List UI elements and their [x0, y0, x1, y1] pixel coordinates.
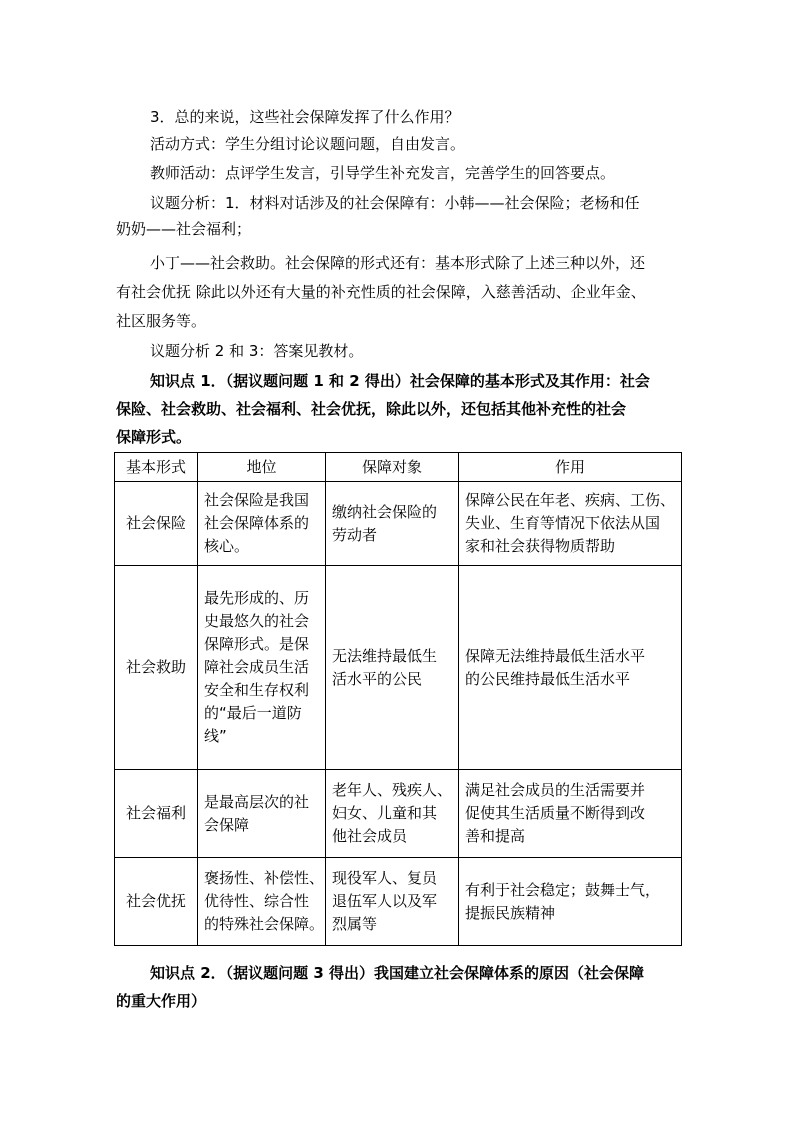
cell-text-line: 活水平的公民 — [332, 669, 423, 688]
paragraph-analysis-line2: 奶奶——社会福利； — [116, 220, 252, 238]
header-target: 保障对象 — [326, 453, 459, 482]
cell-text-line: 提振民族精神 — [465, 903, 556, 922]
cell-text-line: 保障无法维持最低生活水平 — [465, 646, 646, 665]
paragraph-teacher-activity: 教师活动：点评学生发言，引导学生补充发言，完善学生的回答要点。 — [150, 164, 616, 182]
cell-text-line: 无法维持最低生 — [332, 646, 438, 665]
role-cell — [459, 566, 682, 770]
paragraph-question-3: 3．总的来说，这些社会保障发挥了什么作用？ — [150, 108, 460, 126]
cell-text-line: 的“最后一道防 — [204, 704, 302, 722]
paragraph-analysis-line5: 社区服务等。 — [116, 312, 207, 330]
cell-text-line: 退伍军人以及军 — [332, 892, 438, 910]
cell-text-line: 失业、生育等情况下依法从国 — [465, 514, 661, 532]
cell-text-line: 是最高层次的社 — [204, 792, 310, 811]
cell-text-line: 保障公民在年老、疾病、工伤、 — [465, 491, 676, 509]
cell-text-line: 障社会成员生活 — [204, 658, 310, 676]
cell-text-line: 的特殊社会保障。 — [204, 915, 325, 933]
status-cell — [198, 482, 326, 566]
cell-text-line: 社会保险是我国 — [204, 491, 310, 509]
cell-text-line: 的公民维持最低生活水平 — [465, 669, 631, 688]
table-header-row — [115, 453, 682, 482]
status-cell — [198, 858, 326, 946]
paragraph-analysis-line4: 有社会优抚 除此以外还有大量的补充性质的社会保障，入慈善活动、企业年金、 — [116, 283, 646, 301]
cell-text-line: 社会保障体系的 — [204, 514, 310, 532]
cell-text-line: 善和提高 — [465, 827, 526, 845]
table-row — [115, 858, 682, 946]
cell-text-line: 促使其生活质量不断得到改 — [465, 804, 646, 822]
social-security-table — [114, 452, 682, 946]
target-cell — [326, 566, 459, 770]
paragraph-analysis-line1: 议题分析：1．材料对话涉及的社会保障有：小韩——社会保险；老杨和任 — [150, 194, 640, 212]
status-cell — [198, 770, 326, 858]
role-cell — [459, 770, 682, 858]
header-role: 作用 — [459, 453, 682, 482]
form-cell: 社会优抚 — [115, 858, 198, 946]
target-cell — [326, 858, 459, 946]
cell-text-line: 史最悠久的社会 — [204, 612, 310, 630]
cell-text-line: 他社会成员 — [332, 827, 408, 845]
cell-text-line: 缴纳社会保险的 — [332, 502, 438, 521]
table-row — [115, 482, 682, 566]
form-cell: 社会救助 — [115, 566, 198, 770]
header-form: 基本形式 — [115, 453, 198, 482]
header-status: 地位 — [198, 453, 326, 482]
knowledge-point-2-line1: 知识点 2．（据议题问题 3 得出）我国建立社会保障体系的原因（社会保障 — [150, 964, 645, 982]
cell-text-line: 褒扬性、补偿性、 — [204, 869, 325, 887]
cell-text-line: 现役军人、复员 — [332, 869, 438, 887]
form-cell: 社会保险 — [115, 482, 198, 566]
cell-text-line: 线” — [204, 727, 227, 745]
role-cell — [459, 482, 682, 566]
cell-text-line: 烈属等 — [332, 915, 378, 933]
target-cell — [326, 482, 459, 566]
paragraph-analysis-line3: 小丁——社会救助。社会保障的形式还有：基本形式除了上述三种以外，还 — [150, 254, 646, 272]
cell-text-line: 妇女、儿童和其 — [332, 804, 438, 822]
form-cell: 社会福利 — [115, 770, 198, 858]
cell-text-line: 劳动者 — [332, 525, 378, 544]
role-cell — [459, 858, 682, 946]
knowledge-point-1-line2: 保险、社会救助、社会福利、社会优抚，除此以外，还包括其他补充性的社会 — [116, 400, 627, 418]
paragraph-analysis-2-3: 议题分析 2 和 3：答案见教材。 — [150, 342, 364, 360]
table-row — [115, 566, 682, 770]
knowledge-point-1-line3: 保障形式。 — [116, 428, 192, 446]
paragraph-activity-method: 活动方式：学生分组讨论议题问题，自由发言。 — [150, 135, 466, 153]
cell-text-line: 保障形式。是保 — [204, 635, 310, 653]
table-row — [115, 770, 682, 858]
cell-text-line: 有利于社会稳定；鼓舞士气， — [465, 880, 661, 899]
knowledge-point-1-line1: 知识点 1．（据议题问题 1 和 2 得出）社会保障的基本形式及其作用：社会 — [150, 372, 650, 390]
knowledge-point-2-line2: 的重大作用） — [116, 992, 207, 1010]
cell-text-line: 家和社会获得物质帮助 — [465, 537, 616, 555]
cell-text-line: 优待性、综合性 — [204, 892, 310, 910]
cell-text-line: 会保障 — [204, 815, 250, 834]
status-cell — [198, 566, 326, 770]
cell-text-line: 安全和生存权利 — [204, 681, 310, 699]
target-cell — [326, 770, 459, 858]
cell-text-line: 核心。 — [204, 537, 250, 555]
cell-text-line: 最先形成的、历 — [204, 589, 310, 607]
cell-text-line: 老年人、残疾人、 — [332, 781, 453, 799]
cell-text-line: 满足社会成员的生活需要并 — [465, 781, 646, 799]
